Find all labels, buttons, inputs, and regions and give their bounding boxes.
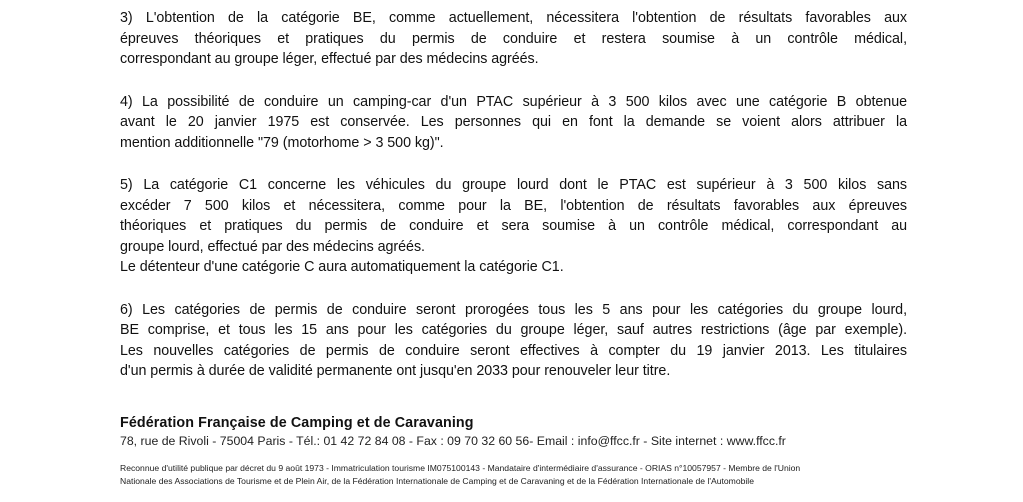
paragraph-line: mention additionnelle "79 (motorhome > 3 500 kg)".	[120, 134, 444, 151]
organization-contact: 78, rue de Rivoli - 75004 Paris - Tél.: 01 42 72 84 08 - Fax : 09 70 32 60 56- Email : info@ffcc.fr - Site internet : www.ffcc.fr	[120, 434, 786, 448]
footer	[120, 414, 907, 449]
paragraph-line: épreuves théoriques et pratiques du permis de conduire et restera soumise à un contrôle médical,	[120, 30, 907, 47]
paragraph-line: Le détenteur d'une catégorie C aura automatiquement la catégorie C1.	[120, 259, 564, 275]
paragraph-line: 5) La catégorie C1 concerne les véhicules du groupe lourd dont le PTAC est supérieur à 3 500 kilos sans	[120, 177, 907, 193]
organization-name: Fédération Française de Camping et de Caravaning	[120, 415, 474, 431]
paragraph-line: 4) La possibilité de conduire un camping-car d'un PTAC supérieur à 3 500 kilos avec une catégorie B obtenue	[120, 93, 907, 110]
paragraph-line: BE comprise, et tous les 15 ans pour les catégories du groupe léger, sauf autres restrictions (âge par exemple).	[120, 322, 907, 338]
paragraph-line: Les nouvelles catégories de permis de conduire seront effectives à compter du 19 janvier 2013. Les titulaires	[120, 342, 907, 359]
paragraph-4	[120, 92, 907, 154]
paragraph-3	[120, 8, 907, 70]
legal-notice	[120, 462, 907, 488]
legal-line: Reconnue d'utilité publique par décret du 9 août 1973 - Immatriculation tourisme IM075100143 - Mandataire d'intermédiaire d'assurance - ORIAS n°10057957 - Membre de l'Union	[120, 463, 801, 473]
paragraph-line: correspondant au groupe léger, effectué par des médecins agréés.	[120, 51, 539, 67]
document-body	[120, 8, 907, 404]
paragraph-line: théoriques et pratiques du permis de conduire et sera soumise à un contrôle médical, correspondant au	[120, 218, 907, 234]
paragraph-5	[120, 175, 907, 278]
paragraph-line: 6) Les catégories de permis de conduire seront prorogées tous les 5 ans pour les catégories du groupe lourd,	[120, 301, 907, 318]
paragraph-line: groupe lourd, effectué par des médecins agréés.	[120, 238, 425, 255]
paragraph-line: d'un permis à durée de validité permanente ont jusqu'en 2033 pour renouveler leur titre.	[120, 363, 671, 379]
paragraph-6	[120, 300, 907, 382]
paragraph-line: 3) L'obtention de la catégorie BE, comme actuellement, nécessitera l'obtention de résultats favorables aux	[120, 10, 907, 26]
legal-line: Nationale des Associations de Tourisme et de Plein Air, de la Fédération Internationale de Camping et de Caravaning et de la Fédération Internationale de l'Automobile	[120, 476, 754, 486]
paragraph-line: avant le 20 janvier 1975 est conservée. Les personnes qui en font la demande se voient alors attribuer la	[120, 114, 907, 130]
paragraph-line: excéder 7 500 kilos et nécessitera, comme pour la BE, l'obtention de résultats favorables aux épreuves	[120, 197, 907, 214]
